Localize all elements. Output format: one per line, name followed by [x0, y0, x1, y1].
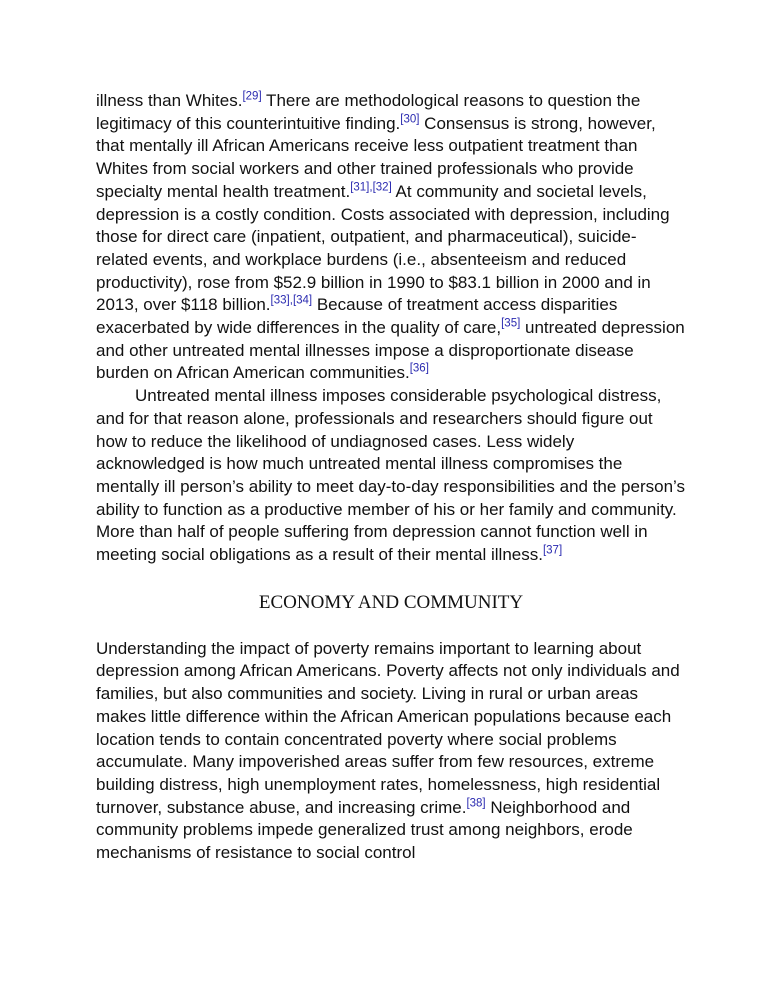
- paragraph-text: Because of treatment access disparities exacerbated by wide differences in the quality of care,: [96, 295, 618, 338]
- paragraph-text: There are methodological reasons to question the legitimacy of this counterintuitive finding.: [96, 91, 641, 133]
- document-page: [96, 90, 686, 865]
- paragraph-3: [96, 638, 686, 865]
- citation-link-31[interactable]: [31]: [350, 181, 370, 194]
- citation-link-35[interactable]: [35]: [501, 317, 521, 330]
- paragraph-1: [96, 90, 686, 385]
- citation-link-34[interactable]: [34]: [292, 294, 313, 307]
- citation-separator: ,: [369, 181, 373, 194]
- paragraph-text: At community and societal levels, depression is a costly condition. Costs associated with depression, including those for direct care (inpatient, outpatient, and pharmaceutical), suicide-related events, and workplace burdens (i.e., absenteeism and reduced productivity), rose from $52.9 billion in 1990 to $83.1 billion in 2000 and in 2013, over $118 billion.: [96, 181, 670, 315]
- citation-link-33[interactable]: [33]: [270, 294, 290, 307]
- paragraph-text: Untreated mental illness imposes considerable psychological distress, and for that reason alone, professionals and researchers should figure out how to reduce the likelihood of undiagnosed cases. Less widely acknowledged is how much untreated mental illness compromises the mentally ill person’s ability to meet day-to-day responsibilities and the person’s ability to function as a productive member of his or her family and community. More than half of people suffering from depression cannot function well in meeting social obligations as a result of their mental illness.: [96, 386, 686, 565]
- citation-separator: ,: [289, 294, 293, 307]
- paragraph-text: untreated depression and other untreated mental illnesses impose a disproportionate disease burden on African American communities.: [96, 318, 685, 383]
- paragraph-text: Understanding the impact of poverty remains important to learning about depression among African Americans. Poverty affects not only individuals and families, but also communities and society. Living in rural or urban areas makes little difference within the African American populations because each location tends to contain concentrated poverty where social problems accumulate. Many impoverished areas suffer from few resources, extreme building distress, high unemployment rates, homelessness, high residential turnover, substance abuse, and increasing crime.: [96, 638, 680, 817]
- citation-link-36[interactable]: [36]: [409, 362, 429, 375]
- citation-link-38[interactable]: [38]: [466, 797, 486, 810]
- citation-link-32[interactable]: [32]: [372, 181, 392, 194]
- section-heading: ECONOMY AND COMMUNITY: [258, 591, 524, 613]
- citation-link-37[interactable]: [37]: [542, 544, 563, 557]
- paragraph-text: Consensus is strong, however, that mentally ill African Americans receive less outpatient treatment than Whites from social workers and other trained professionals who provide specialty mental health treatment.: [96, 113, 656, 201]
- paragraph-2: [96, 385, 686, 567]
- paragraph-text: illness than Whites.: [96, 91, 243, 110]
- citation-link-29[interactable]: [29]: [242, 90, 262, 103]
- citation-link-30[interactable]: [30]: [400, 113, 420, 126]
- paragraph-text: Neighborhood and community problems impede generalized trust among neighbors, erode mechanisms of resistance to social control: [96, 797, 633, 863]
